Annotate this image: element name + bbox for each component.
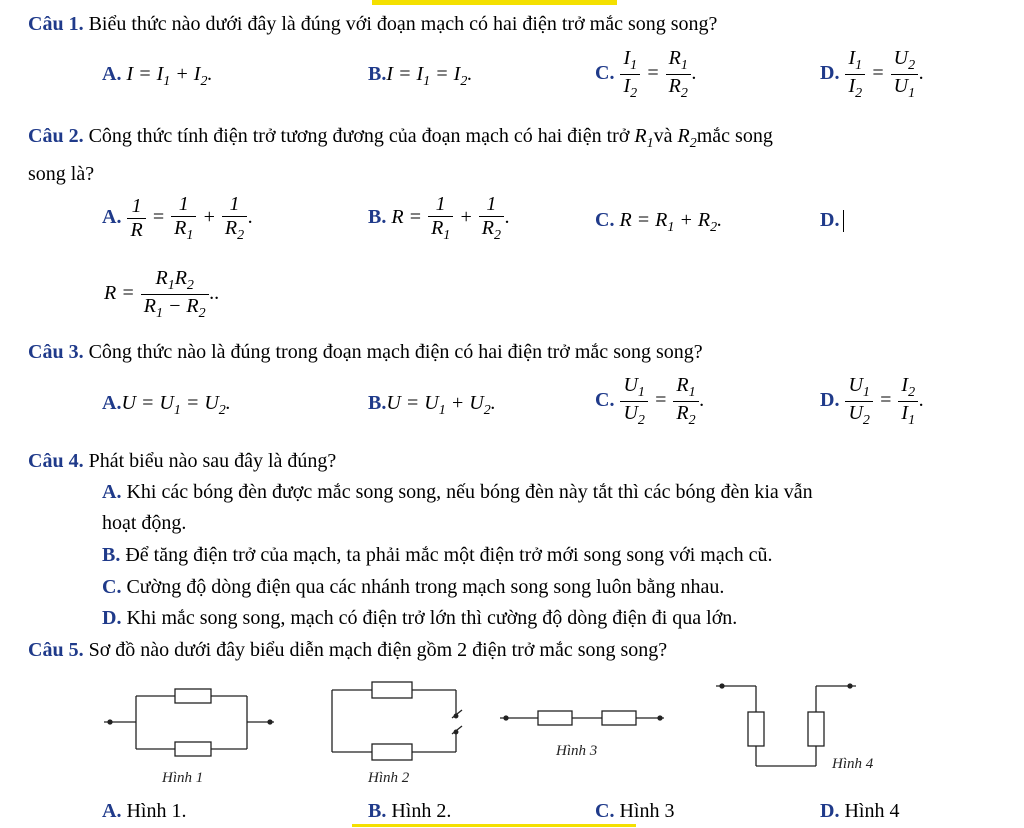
q1-option-d[interactable]: D. $\frac{I_1}{I_2}$ = $\frac{U_2}{U_1}$ . (820, 47, 925, 101)
q3-d-formula: $\frac{U_1}{U_2}$ = $\frac{I_2}{I_1}$ . (844, 389, 924, 411)
q5-label: Câu 5. (28, 639, 84, 661)
q3-b-formula: $U = U_1 + U_2$. (386, 392, 496, 418)
q4-option-a[interactable]: A. Khi các bóng đèn được mắc song song, nếu bóng đèn này tắt thì các bóng đèn kia vẫn (102, 481, 813, 503)
q3-a-formula: $U = U_1 = U_2$. (121, 392, 231, 418)
q5-b-text: Hình 2. (391, 800, 452, 822)
figure-1-label: Hình 1 (162, 770, 204, 786)
q2-text-2: mắc song (696, 125, 773, 147)
q5-option-b[interactable]: B. Hình 2. (368, 800, 452, 822)
q5-text: Sơ đồ nào dưới đây biểu diễn mạch điện gồm 2 điện trở mắc song song? (88, 639, 668, 661)
q1-option-a[interactable]: A. $I = I_1 + I_2$. (102, 63, 213, 89)
q2-option-c[interactable]: C. $R = R_1 + R_2$. (595, 209, 723, 235)
q1-a-formula: $I = I_1 + I_2$. (126, 63, 213, 89)
q3-c-formula: $\frac{U_1}{U_2}$ = $\frac{R_1}{R_2}$ . (619, 389, 704, 411)
q2-option-a[interactable]: A. $\frac{1}{R}$ = $\frac{1}{R_1}$ + $\frac{1}{R_2}$ . (102, 193, 254, 243)
q2-label: Câu 2. (28, 125, 84, 147)
q1-option-c[interactable]: C. $\frac{I_1}{I_2}$ = $\frac{R_1}{R_2}$ . (595, 47, 697, 101)
figure-3-label: Hình 3 (556, 743, 598, 759)
figure-2-label: Hình 2 (368, 770, 410, 786)
q4-label: Câu 4. (28, 450, 84, 472)
q1-option-b[interactable]: $B.I = I_1 = I_2$. (368, 63, 473, 89)
q4-a-text-1: Khi các bóng đèn được mắc song song, nếu bóng đèn này tắt thì các bóng đèn kia vẫn (126, 481, 813, 503)
circuit-figure-3 (500, 711, 664, 759)
question-1 (28, 12, 717, 36)
q2-b-formula: R = $\frac{1}{R_1}$ + $\frac{1}{R_2}$ . (391, 193, 510, 243)
q1-b-formula: $I = I_1 = I_2$. (386, 63, 473, 89)
q3-text: Công thức nào là đúng trong đoạn mạch điện có hai điện trở mắc song song? (88, 341, 703, 363)
highlight-bar-bottom (352, 824, 636, 827)
question-4 (28, 449, 336, 473)
q2-option-d[interactable]: D. (820, 208, 844, 232)
question-2: Câu 2. Công thức tính điện trở tương đương của đoạn mạch có hai điện trở $R_1và$ $R_2mắc$ song (28, 125, 773, 151)
q4-a-text-2: hoạt động. (102, 512, 187, 534)
q4-option-c[interactable]: C. Cường độ dòng điện qua các nhánh trong mạch song song luôn bằng nhau. (102, 576, 725, 598)
q1-label: Câu 1. (28, 13, 84, 35)
figure-4-label: Hình 4 (832, 756, 874, 772)
q3-option-d[interactable]: D. $\frac{U_1}{U_2}$ = $\frac{I_2}{I_1}$ . (820, 374, 925, 428)
q4-d-text: Khi mắc song song, mạch có điện trở lớn thì cường độ dòng điện đi qua lớn. (126, 607, 738, 629)
circuit-figure-1 (104, 689, 274, 786)
q2-text-1: Công thức tính điện trở tương đương của đoạn mạch có hai điện trở (88, 125, 630, 147)
q1-d-formula: $\frac{I_1}{I_2}$ = $\frac{U_2}{U_1}$ . (844, 62, 924, 84)
q2-a-formula: $\frac{1}{R}$ = $\frac{1}{R_1}$ + $\frac{1}{R_2}$ . (126, 206, 253, 228)
q2-text-3: song là? (28, 163, 95, 185)
question-5 (28, 638, 667, 662)
question-3 (28, 340, 703, 364)
q2-option-b[interactable]: B. R = $\frac{1}{R_1}$ + $\frac{1}{R_2}$ . (368, 193, 510, 243)
q4-option-b[interactable]: B. Để tăng điện trở của mạch, ta phải mắc một điện trở mới song song với mạch cũ. (102, 544, 773, 566)
q4-c-text: Cường độ dòng điện qua các nhánh trong mạch song song luôn bằng nhau. (126, 576, 725, 598)
q5-a-text: Hình 1. (126, 800, 187, 822)
q4-text: Phát biểu nào sau đây là đúng? (88, 450, 337, 472)
q5-option-c[interactable]: C. Hình 3 (595, 800, 675, 822)
text-cursor (843, 210, 844, 232)
circuit-figure-4 (716, 684, 874, 772)
q5-option-d[interactable]: D. Hình 4 (820, 800, 900, 822)
q4-b-text: Để tăng điện trở của mạch, ta phải mắc một điện trở mới song song với mạch cũ. (125, 544, 773, 566)
q3-option-c[interactable]: C. $\frac{U_1}{U_2}$ = $\frac{R_1}{R_2}$ . (595, 374, 705, 428)
q1-c-formula: $\frac{I_1}{I_2}$ = $\frac{R_1}{R_2}$ . (619, 62, 696, 84)
q2-d-formula: R = $\frac{R_1R_2}{R_1 - R_2}$ .. (104, 267, 220, 321)
highlight-bar-top (372, 0, 617, 5)
circuit-figure-2 (332, 682, 462, 786)
q5-c-text: Hình 3 (619, 800, 675, 822)
q3-option-b[interactable]: $B.U = U_1 + U_2$. (368, 392, 496, 418)
q4-option-d[interactable]: D. Khi mắc song song, mạch có điện trở lớn thì cường độ dòng điện đi qua lớn. (102, 607, 738, 629)
q2-c-formula: $R = R_1 + R_2$. (619, 209, 723, 235)
q5-option-a[interactable]: A. Hình 1. (102, 800, 187, 822)
q1-text: Biểu thức nào dưới đây là đúng với đoạn mạch có hai điện trở mắc song song? (88, 13, 718, 35)
q3-option-a[interactable]: $A.U = U_1 = U_2$. (102, 392, 231, 418)
q5-d-text: Hình 4 (844, 800, 900, 822)
q3-label: Câu 3. (28, 341, 84, 363)
